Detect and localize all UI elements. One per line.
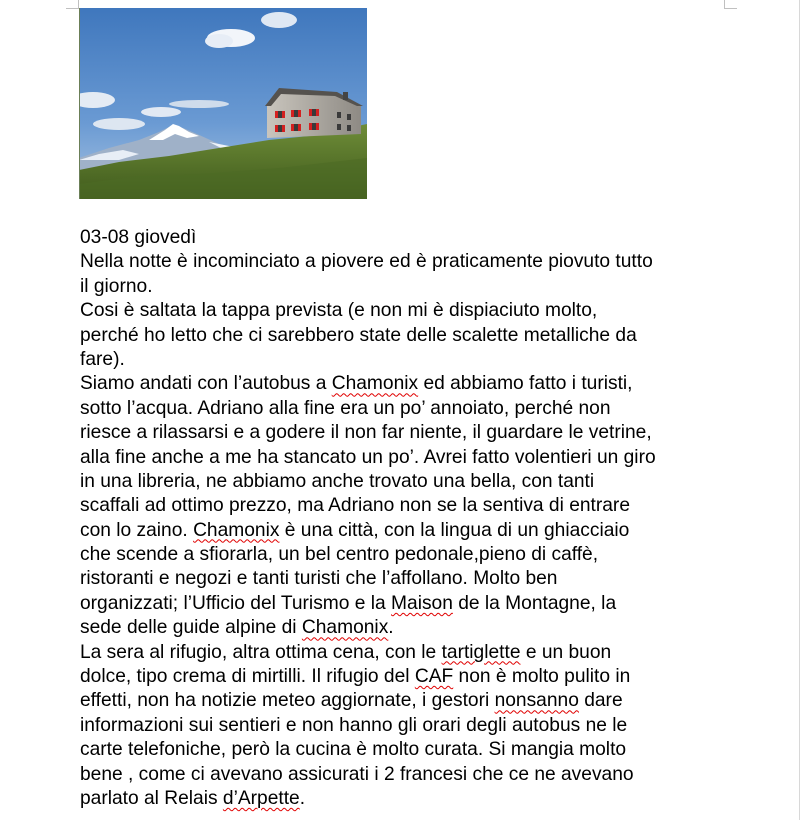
text-line: [80, 348, 740, 372]
text-run: organizzati; l’Ufficio del Turismo e la: [80, 592, 392, 614]
text-run: effetti, non ha notizie meteo aggiornate, i gestori: [80, 690, 495, 712]
text-line: [80, 641, 740, 665]
text-run: che scende a sfiorarla, un bel centro pedonale,pieno di caffè,: [80, 544, 599, 566]
text-line: [80, 738, 740, 762]
text-line: [80, 567, 740, 591]
text-line: [80, 689, 740, 713]
text-line: [80, 763, 740, 787]
text-run: bene , come ci avevano assicurati i 2 francesi che ce ne avevano: [80, 763, 634, 785]
text-run: La sera al rifugio, altra ottima cena, con le: [80, 641, 442, 663]
misspelled-word: tartiglette: [441, 641, 521, 663]
mountain-hut-photo[interactable]: [79, 8, 367, 199]
text-run: Cosi è saltata la tappa prevista (e non mi è dispiaciuto molto,: [80, 300, 598, 322]
date-heading: 03-08 giovedì: [80, 227, 197, 248]
text-run: .: [388, 617, 394, 639]
text-run: non è molto pulito in: [453, 666, 631, 688]
text-line: [80, 665, 740, 689]
text-line: [80, 470, 740, 494]
text-run: .: [299, 787, 306, 809]
text-line: [80, 250, 740, 274]
text-run: scaffali ad ottimo prezzo, ma Adriano non se la sentiva di entrare: [80, 495, 630, 517]
text-line: [80, 592, 740, 616]
text-run: perché ho letto che ci sarebbero state delle scalette metalliche da: [80, 324, 637, 346]
journal-body: [80, 250, 740, 811]
text-line: [80, 275, 740, 299]
misspelled-word: CAF: [414, 666, 454, 688]
margin-corner-mark-right: [724, 0, 737, 9]
text-run: dare: [578, 690, 623, 712]
journal-text[interactable]: [80, 226, 740, 811]
text-run: riesce a rilassarsi e a godere il non far niente, il guardare le vetrine,: [80, 422, 652, 444]
margin-corner-mark-left: [66, 0, 79, 9]
text-run: con lo zaino.: [80, 519, 194, 541]
text-run: sotto l’acqua. Adriano alla fine era un po’ annoiato, perché non: [80, 397, 611, 419]
misspelled-word: Maison: [391, 592, 453, 614]
text-run: fare).: [80, 348, 125, 370]
text-run: alla fine anche a me ha stancato un po’. Avrei fatto volentieri un giro: [80, 446, 656, 468]
text-run: il giorno.: [80, 275, 153, 297]
misspelled-word: Chamonix: [193, 519, 280, 541]
text-run: e un buon: [520, 641, 612, 663]
text-line: [80, 446, 740, 470]
text-run: de la Montagne, la: [452, 592, 617, 614]
text-run: ristoranti e negozi e tanti turisti che l’affollano. Molto ben: [80, 568, 558, 590]
misspelled-word: Chamonix: [331, 373, 419, 395]
text-run: carte telefoniche, però la cucina è molto curata. Si mangia molto: [80, 739, 627, 761]
text-line: [80, 543, 740, 567]
text-line: [80, 299, 740, 323]
text-line: [80, 616, 740, 640]
text-run: sede delle guide alpine di: [80, 617, 302, 639]
misspelled-word: nonsanno: [494, 690, 579, 712]
text-line: [80, 397, 740, 421]
text-line: [80, 421, 740, 445]
text-run: dolce, tipo crema di mirtilli. Il rifugio del: [80, 666, 415, 688]
text-run: Nella notte è incominciato a piovere ed è praticamente piovuto tutto: [80, 251, 653, 273]
text-run: parlato al Relais: [80, 787, 223, 809]
misspelled-word: d’Arpette: [222, 787, 300, 809]
text-line: [80, 714, 740, 738]
text-run: ed abbiamo fatto i turisti,: [418, 373, 633, 395]
text-run: informazioni sui sentieri e non hanno gli orari degli autobus ne le: [80, 714, 628, 736]
text-run: è una città, con la lingua di un ghiacciaio: [279, 519, 630, 541]
text-line: [80, 494, 740, 518]
text-line: [80, 787, 740, 811]
text-line: [80, 519, 740, 543]
text-run: Siamo andati con l’autobus a: [80, 373, 332, 395]
text-line: [80, 324, 740, 348]
text-line: [80, 372, 740, 396]
text-run: in una libreria, ne abbiamo anche trovato una bella, con tanti: [80, 470, 595, 492]
misspelled-word: Chamonix: [301, 617, 389, 639]
